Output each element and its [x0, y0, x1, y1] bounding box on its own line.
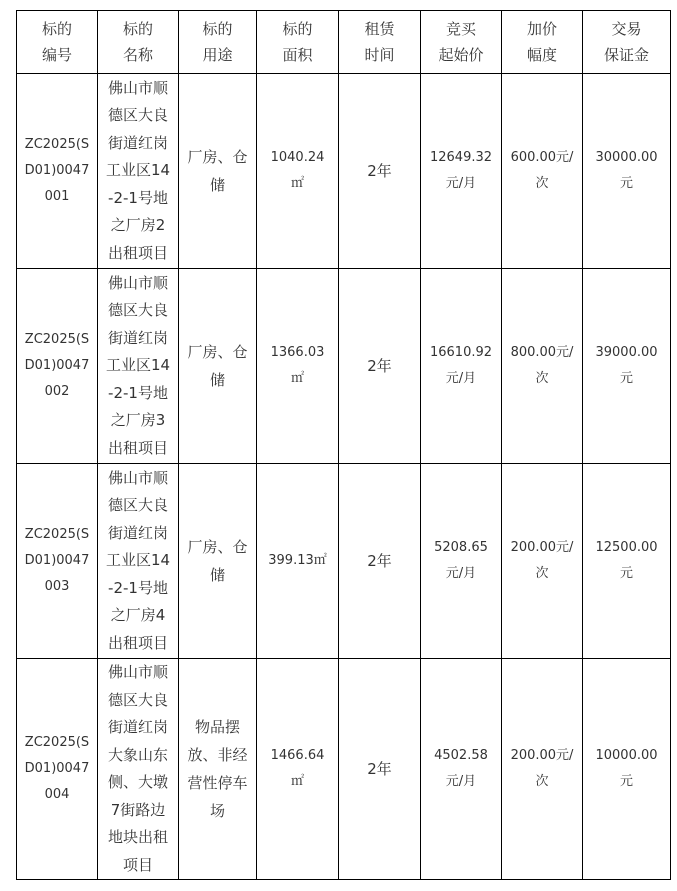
header-deposit: 交易 保证金	[583, 11, 671, 74]
lot-name-cell: 佛山市顺 德区大良 街道红岗 工业区14 -2-1号地 之厂房4 出租项目	[98, 464, 179, 659]
lot-use-cell: 物品摆 放、非经 营性停车 场	[179, 659, 257, 880]
header-lot-code: 标的 编号	[17, 11, 98, 74]
table-row	[17, 269, 671, 464]
deposit-cell: 10000.00 元	[583, 659, 671, 880]
bid-increment-cell: 600.00元/ 次	[502, 74, 583, 269]
lease-term-cell: 2年	[339, 269, 421, 464]
lot-code-cell: ZC2025(S D01)0047 004	[17, 659, 98, 880]
deposit-cell: 12500.00 元	[583, 464, 671, 659]
bid-increment-cell: 800.00元/ 次	[502, 269, 583, 464]
table-row	[17, 74, 671, 269]
header-start-price: 竞买 起始价	[421, 11, 502, 74]
lot-name-cell: 佛山市顺 德区大良 街道红岗 工业区14 -2-1号地 之厂房2 出租项目	[98, 74, 179, 269]
auction-lot-table	[16, 10, 671, 880]
header-lot-use: 标的 用途	[179, 11, 257, 74]
bid-increment-cell: 200.00元/ 次	[502, 464, 583, 659]
bid-increment-cell: 200.00元/ 次	[502, 659, 583, 880]
lot-code-cell: ZC2025(S D01)0047 001	[17, 74, 98, 269]
deposit-cell: 30000.00 元	[583, 74, 671, 269]
header-lot-name: 标的 名称	[98, 11, 179, 74]
header-bid-increment: 加价 幅度	[502, 11, 583, 74]
table-row	[17, 659, 671, 880]
start-price-cell: 12649.32 元/月	[421, 74, 502, 269]
start-price-cell: 16610.92 元/月	[421, 269, 502, 464]
lot-code-cell: ZC2025(S D01)0047 002	[17, 269, 98, 464]
lot-code-cell: ZC2025(S D01)0047 003	[17, 464, 98, 659]
lot-name-cell: 佛山市顺 德区大良 街道红岗 大象山东 侧、大墩 7街路边 地块出租 项目	[98, 659, 179, 880]
lease-term-cell: 2年	[339, 659, 421, 880]
lot-area-cell: 399.13㎡	[257, 464, 339, 659]
lot-area-cell: 1040.24 ㎡	[257, 74, 339, 269]
header-lot-area: 标的 面积	[257, 11, 339, 74]
table-row	[17, 464, 671, 659]
start-price-cell: 4502.58 元/月	[421, 659, 502, 880]
lot-use-cell: 厂房、仓 储	[179, 464, 257, 659]
lot-name-cell: 佛山市顺 德区大良 街道红岗 工业区14 -2-1号地 之厂房3 出租项目	[98, 269, 179, 464]
header-lease-term: 租赁 时间	[339, 11, 421, 74]
start-price-cell: 5208.65 元/月	[421, 464, 502, 659]
lot-area-cell: 1366.03 ㎡	[257, 269, 339, 464]
lot-use-cell: 厂房、仓 储	[179, 269, 257, 464]
lease-term-cell: 2年	[339, 464, 421, 659]
lease-term-cell: 2年	[339, 74, 421, 269]
header-row	[17, 11, 671, 74]
lot-area-cell: 1466.64 ㎡	[257, 659, 339, 880]
lot-use-cell: 厂房、仓 储	[179, 74, 257, 269]
deposit-cell: 39000.00 元	[583, 269, 671, 464]
